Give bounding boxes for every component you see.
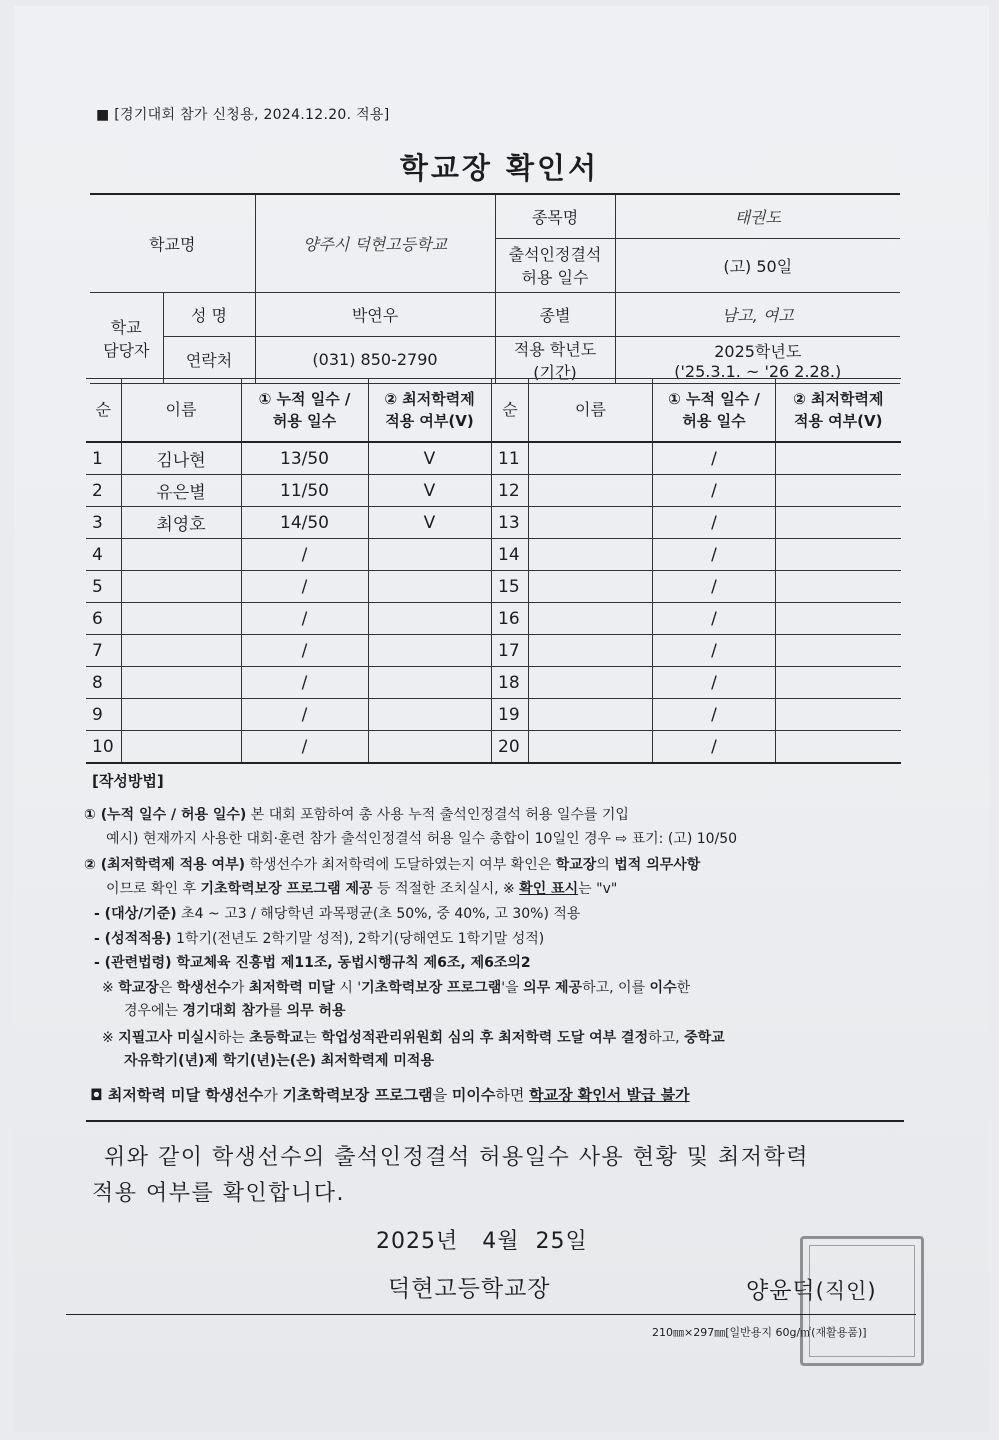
row-min-check xyxy=(776,699,901,731)
manager-label-line1: 학교 xyxy=(110,317,142,337)
row-min-check xyxy=(776,507,901,539)
table-row xyxy=(492,571,901,603)
official-seal-stamp xyxy=(800,1236,924,1366)
sn2-b3: 학업성적관리위원회 심의 후 최저학력 도달 여부 결정 xyxy=(321,1030,649,1046)
detail-target-text: 초4 ~ 고3 / 해당학년 과목평균(초 50%, 중 40%, 고 30%) 적용 xyxy=(176,906,581,922)
row-number: 1 xyxy=(86,442,121,475)
sn1-b3: 최저학력 미달 xyxy=(248,980,335,996)
detail-grading-text: 1학기(전년도 2학기말 성적), 2학기(당해연도 1학기말 성적) xyxy=(171,931,545,947)
row-days: / xyxy=(241,699,368,731)
row-name xyxy=(529,635,653,667)
row-number: 20 xyxy=(492,731,529,764)
note-2-cont-mark: 확인 표시 xyxy=(519,881,579,897)
roster-col-min xyxy=(368,379,491,443)
row-number: 17 xyxy=(492,635,529,667)
table-row xyxy=(86,475,491,507)
row-days: / xyxy=(653,507,776,539)
row-number: 16 xyxy=(492,603,529,635)
sn1-d: 가 xyxy=(230,980,249,996)
special-note-2-mark: ※ xyxy=(102,1030,119,1046)
table-row xyxy=(86,603,491,635)
row-days: 13/50 xyxy=(241,442,368,475)
sn2-b2: 초등학교 xyxy=(249,1030,304,1046)
row-number: 9 xyxy=(86,699,121,731)
note-2 xyxy=(84,854,700,876)
row-min-check xyxy=(368,699,491,731)
name-label: 성 명 xyxy=(163,292,255,336)
row-name xyxy=(529,442,653,475)
row-days: / xyxy=(241,571,368,603)
roster-col-name: 이름 xyxy=(121,379,241,443)
category-value: 남고, 여고 xyxy=(615,292,900,336)
row-min-check xyxy=(776,603,901,635)
sn1-line2-b: 경기대회 참가 xyxy=(182,1003,269,1019)
detail-target xyxy=(94,903,580,925)
detail-target-head: - (대상/기준) xyxy=(94,906,177,922)
sn1-b5: 의무 제공 xyxy=(523,980,583,996)
note-1-head: ① (누적 일수 / 허용 일수) xyxy=(84,807,247,823)
table-row xyxy=(86,667,491,699)
table-row xyxy=(86,442,491,475)
row-min-check xyxy=(776,667,901,699)
roster-table-left xyxy=(86,378,492,764)
row-days: / xyxy=(241,731,368,764)
school-value: 양주시 덕현고등학교 xyxy=(255,194,495,292)
confirmation-statement xyxy=(92,1140,809,1212)
row-number: 14 xyxy=(492,539,529,571)
sn2-b1: 지필고사 미실시 xyxy=(118,1030,218,1046)
row-name xyxy=(529,475,653,507)
row-number: 6 xyxy=(86,603,121,635)
document-title: 학교장 확인서 xyxy=(399,151,600,185)
warning-g: 학교장 확인서 발급 불가 xyxy=(529,1086,690,1104)
note-1-example: 예시) 현재까지 사용한 대회·훈련 참가 출석인정결석 허용 일수 총합이 10일인 경우 ⇨ 표기: (고) 10/50 xyxy=(106,831,738,847)
notes-title: [작성방법] xyxy=(92,772,164,790)
row-days: / xyxy=(653,603,776,635)
table-row xyxy=(492,603,901,635)
warning-d: 을 xyxy=(432,1086,452,1104)
row-days: / xyxy=(241,667,368,699)
special-note-1 xyxy=(102,977,690,999)
row-name xyxy=(121,635,241,667)
category-label: 종별 xyxy=(495,292,615,336)
row-number: 4 xyxy=(86,539,121,571)
sn1-f: '을 xyxy=(501,980,524,996)
row-number: 3 xyxy=(86,507,121,539)
sn2-b4: 중학교 xyxy=(684,1030,725,1046)
roster-col-days-line2: 허용 일수 xyxy=(272,412,337,430)
row-days: / xyxy=(653,731,776,764)
warning-e: 미이수 xyxy=(451,1086,496,1104)
sn2-line2: 자유학기(년)제 학기(년)는(은) 최저학력제 미적용 xyxy=(124,1053,434,1069)
row-number: 13 xyxy=(492,507,529,539)
year-label xyxy=(495,336,615,383)
row-name xyxy=(529,603,653,635)
row-days: / xyxy=(653,539,776,571)
row-name xyxy=(121,539,241,571)
special-note-1-cont xyxy=(124,1000,346,1022)
row-number: 2 xyxy=(86,475,121,507)
row-min-check xyxy=(368,667,491,699)
warning-b: 가 xyxy=(263,1086,283,1104)
paper-spec: 210㎜×297㎜[일반용지 60g/㎡(재활용품)] xyxy=(652,1326,867,1339)
roster-col-days-line1: ① 누적 일수 / xyxy=(258,390,351,408)
table-row xyxy=(492,699,901,731)
row-min-check xyxy=(776,442,901,475)
row-days: / xyxy=(653,667,776,699)
roster-table-right xyxy=(491,378,901,764)
contact-label: 연락처 xyxy=(163,336,255,383)
year-value-line1: 2025학년도 xyxy=(714,341,802,361)
row-name xyxy=(121,571,241,603)
absence-value: (고) 50일 xyxy=(615,238,900,292)
statement-line2: 적용 여부를 확인합니다. xyxy=(92,1181,346,1206)
sn1-b6: 이수 xyxy=(649,980,677,996)
row-days: / xyxy=(241,635,368,667)
note-2-cont-c: 는 "v" xyxy=(578,881,618,897)
row-number: 5 xyxy=(86,571,121,603)
row-days: / xyxy=(653,442,776,475)
table-row xyxy=(492,731,901,764)
divider-line xyxy=(86,1120,904,1122)
row-number: 18 xyxy=(492,667,529,699)
year-label-line2: (기간) xyxy=(533,362,577,382)
note-2-cont-bold: 기초학력보장 프로그램 제공 xyxy=(200,881,373,897)
warning-f: 하면 xyxy=(495,1086,530,1104)
row-name xyxy=(529,667,653,699)
roster-col-min xyxy=(776,379,901,443)
roster-col-name: 이름 xyxy=(529,379,653,443)
row-name xyxy=(121,731,241,764)
note-2-cont-a: 이므로 확인 후 xyxy=(106,881,201,897)
sn1-c: 은 xyxy=(158,980,177,996)
sn1-line2-a: 경우에는 xyxy=(124,1003,183,1019)
manager-label xyxy=(90,292,163,383)
warning-line xyxy=(90,1084,690,1105)
detail-law-text: 학교체육 진흥법 제11조, 동법시행규칙 제6조, 제6조의2 xyxy=(171,955,531,971)
table-row xyxy=(492,507,901,539)
row-name: 유은별 xyxy=(121,475,241,507)
special-note-2-cont xyxy=(124,1050,434,1072)
note-2-cont-b: 등 적절한 조치실시, ※ xyxy=(372,881,520,897)
principal-title: 덕현고등학교장 xyxy=(388,1276,551,1302)
row-name xyxy=(529,571,653,603)
table-row xyxy=(86,635,491,667)
roster-col-no: 순 xyxy=(492,379,529,443)
row-days: / xyxy=(241,603,368,635)
contact-value: (031) 850-2790 xyxy=(255,336,495,383)
note-2-text-b: 의 xyxy=(596,857,615,873)
row-min-check xyxy=(368,603,491,635)
sn1-h: 한 xyxy=(676,980,691,996)
detail-grading xyxy=(94,928,544,950)
roster-col-days xyxy=(653,379,776,443)
row-min-check xyxy=(368,731,491,764)
row-min-check: V xyxy=(368,475,491,507)
issue-date: 2025년 4월 25일 xyxy=(376,1229,588,1254)
sn1-e: 시 ' xyxy=(334,980,362,996)
roster-col-min-line2: 적용 여부(V) xyxy=(385,412,474,430)
row-name xyxy=(121,667,241,699)
row-name xyxy=(121,699,241,731)
row-days: / xyxy=(653,571,776,603)
sn1-line2-c: 를 xyxy=(268,1003,287,1019)
warning-c: 기초학력보장 프로그램 xyxy=(282,1086,433,1104)
roster-col-min-line2: 적용 여부(V) xyxy=(793,412,883,430)
table-row xyxy=(492,667,901,699)
row-number: 10 xyxy=(86,731,121,764)
table-row xyxy=(86,699,491,731)
table-row xyxy=(86,731,491,764)
sn1-b1: 학교장 xyxy=(118,980,159,996)
detail-law-head: - (관련법령) xyxy=(94,955,172,971)
row-name: 최영호 xyxy=(121,507,241,539)
row-min-check xyxy=(776,475,901,507)
row-min-check xyxy=(776,731,901,764)
year-label-line1: 적용 학년도 xyxy=(513,339,597,359)
roster-col-min-line1: ② 최저학력제 xyxy=(384,390,475,408)
row-name xyxy=(529,731,653,764)
row-min-check xyxy=(776,539,901,571)
table-row xyxy=(86,571,491,603)
row-number: 8 xyxy=(86,667,121,699)
warning-a: 최저학력 미달 학생선수 xyxy=(107,1086,264,1104)
row-name xyxy=(529,699,653,731)
row-min-check xyxy=(368,571,491,603)
name-value: 박연우 xyxy=(255,292,495,336)
sn2-c: 하는 xyxy=(217,1030,250,1046)
row-days: 14/50 xyxy=(241,507,368,539)
special-note-1-mark: ※ xyxy=(102,980,119,996)
absence-label-line2: 허용 일수 xyxy=(521,268,589,287)
roster-col-days-line1: ① 누적 일수 / xyxy=(668,390,760,408)
sport-label: 종목명 xyxy=(495,194,615,238)
note-2-bold-b: 법적 의무사항 xyxy=(614,857,701,873)
special-note-2 xyxy=(102,1027,725,1049)
table-row xyxy=(492,442,901,475)
bottom-rule xyxy=(66,1314,916,1315)
form-usage-note: ■ [경기대회 참가 신청용, 2024.12.20. 적용] xyxy=(96,107,390,123)
row-min-check: V xyxy=(368,507,491,539)
sn1-b4: 기초학력보장 프로그램 xyxy=(361,980,502,996)
note-2-head: ② (최저학력제 적용 여부) xyxy=(84,857,245,873)
table-row xyxy=(86,539,491,571)
row-days: / xyxy=(653,475,776,507)
sport-value: 태권도 xyxy=(615,194,900,238)
row-min-check xyxy=(776,635,901,667)
row-number: 15 xyxy=(492,571,529,603)
year-value xyxy=(615,336,900,383)
info-table xyxy=(90,193,900,384)
table-row xyxy=(86,507,491,539)
year-value-line2: ('25.3.1. ~ '26 2.28.) xyxy=(674,361,842,381)
note-1 xyxy=(84,804,629,826)
roster-col-no: 순 xyxy=(86,379,121,443)
sn2-e: 하고, xyxy=(648,1030,685,1046)
statement-line1: 위와 같이 학생선수의 출석인정결석 허용일수 사용 현황 및 최저학력 xyxy=(104,1145,810,1170)
row-min-check xyxy=(368,635,491,667)
detail-law xyxy=(94,952,531,974)
official-seal-inner xyxy=(809,1245,915,1357)
table-row xyxy=(492,475,901,507)
row-name xyxy=(529,539,653,571)
note-2-text-a: 학생선수가 최저학력에 도달하였는지 여부 확인은 xyxy=(245,857,556,873)
row-days: / xyxy=(653,699,776,731)
row-number: 12 xyxy=(492,475,529,507)
principal-name-text: 양윤덕 xyxy=(746,1278,816,1304)
manager-label-line2: 담당자 xyxy=(103,340,150,360)
sn2-d: 는 xyxy=(303,1030,322,1046)
row-name: 김나현 xyxy=(121,442,241,475)
note-1-text: 본 대회 포함하여 총 사용 누적 출석인정결석 허용 일수를 기입 xyxy=(246,807,629,823)
sn1-b2: 학생선수 xyxy=(176,980,231,996)
sn1-line2-d: 의무 허용 xyxy=(286,1003,346,1019)
row-name xyxy=(529,507,653,539)
row-number: 19 xyxy=(492,699,529,731)
note-2-bold-a: 학교장 xyxy=(555,857,597,873)
principal-seal-text: (직인) xyxy=(815,1279,877,1303)
school-label: 학교명 xyxy=(90,194,255,292)
row-min-check: V xyxy=(368,442,491,475)
roster-col-days-line2: 허용 일수 xyxy=(682,412,746,430)
note-2-cont xyxy=(106,878,617,900)
row-days: / xyxy=(653,635,776,667)
roster-col-min-line1: ② 최저학력제 xyxy=(793,390,884,408)
row-days: / xyxy=(241,539,368,571)
row-number: 11 xyxy=(492,442,529,475)
table-row xyxy=(492,635,901,667)
row-days: 11/50 xyxy=(241,475,368,507)
row-min-check xyxy=(776,571,901,603)
table-row xyxy=(492,539,901,571)
warning-box-icon: ◘ xyxy=(90,1086,103,1104)
detail-grading-head: - (성적적용) xyxy=(94,931,172,947)
row-min-check xyxy=(368,539,491,571)
row-number: 7 xyxy=(86,635,121,667)
sn1-g: 하고, 이를 xyxy=(582,980,650,996)
row-name xyxy=(121,603,241,635)
absence-label xyxy=(495,238,615,292)
absence-label-line1: 출석인정결석 xyxy=(508,245,602,264)
roster-col-days xyxy=(241,379,368,443)
